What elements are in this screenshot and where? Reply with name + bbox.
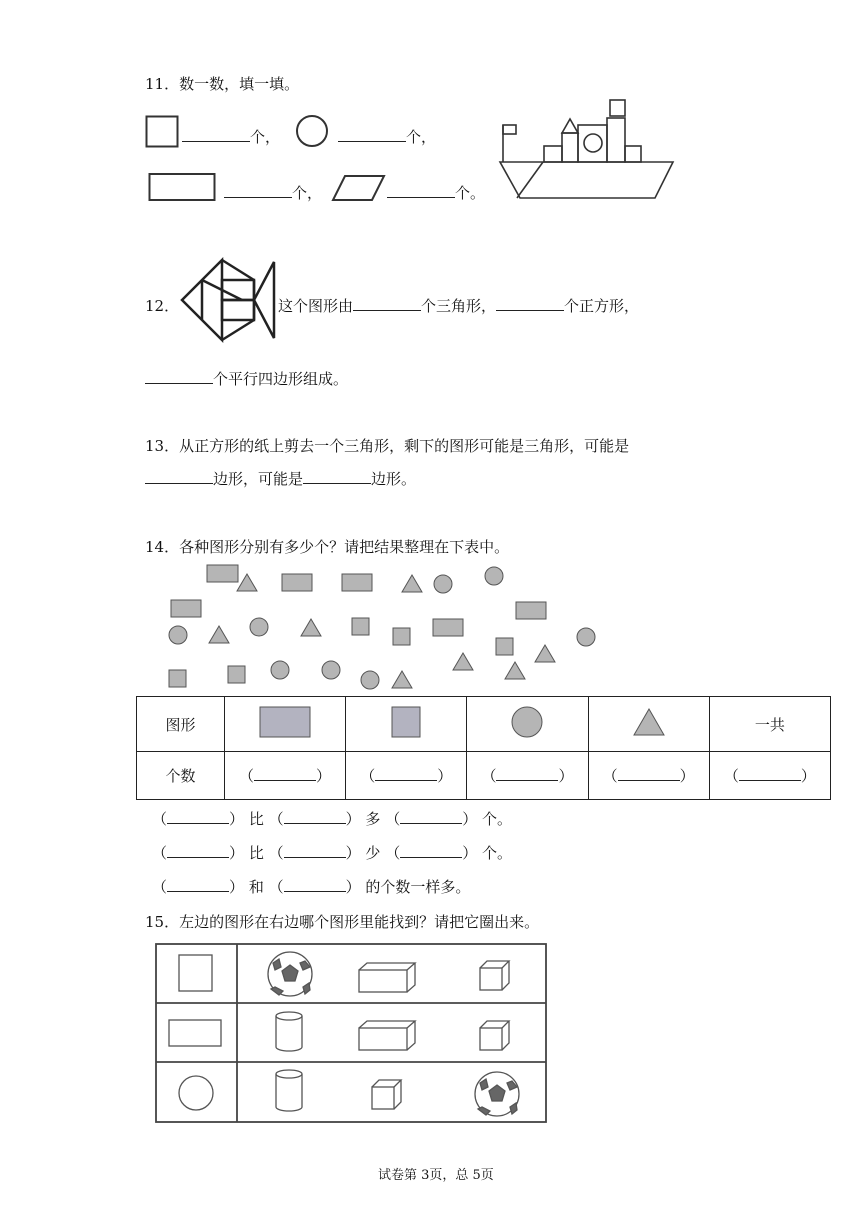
q12-line1[interactable]: 这个图形由 个三角形， 个正方形， (278, 297, 640, 315)
q11-blank-parallelogram[interactable]: 个。 (387, 182, 485, 203)
page-footer: 试卷第 3页，总 5页 (378, 1168, 494, 1183)
cube-icon (480, 961, 509, 990)
q11-blank-circle[interactable]: 个， (338, 126, 436, 147)
header-square-icon (346, 697, 467, 752)
q11-blank-rectangle[interactable]: 个， (224, 182, 322, 203)
count-blank-rectangle[interactable]: （ ） (224, 752, 345, 800)
row-label-shape: 图形 (137, 697, 225, 752)
count-blank-total[interactable]: （ ） (709, 752, 830, 800)
q12-number: 12． (145, 297, 180, 315)
compare-more-line[interactable]: （ ） 比 （ ） 多 （ ） 个。 (152, 810, 513, 828)
soccer-ball-icon (475, 1072, 519, 1116)
header-triangle-icon (588, 697, 709, 752)
header-rectangle-icon (224, 697, 345, 752)
compare-less-line[interactable]: （ ） 比 （ ） 少 （ ） 个。 (152, 844, 513, 862)
q15-title: 15．左边的图形在右边哪个图形里能找到？请把它圈出来。 (145, 913, 540, 931)
q11-blank-square[interactable]: 个， (182, 126, 280, 147)
rectangle-icon (169, 1020, 221, 1046)
cube-icon (480, 1021, 509, 1050)
circle-icon (179, 1076, 213, 1110)
row-label-count: 个数 (137, 752, 225, 800)
cylinder-icon (276, 1012, 302, 1051)
header-total: 一共 (709, 697, 830, 752)
q14-table (136, 696, 831, 800)
q15-grid (155, 943, 550, 1125)
count-blank-triangle[interactable]: （ ） (588, 752, 709, 800)
cuboid-icon (359, 963, 415, 992)
square-icon (179, 955, 212, 991)
header-circle-icon (467, 697, 588, 752)
compare-same-line[interactable]: （ ） 和 （ ） 的个数一样多。 (152, 878, 471, 896)
q11-title: 11．数一数，填一填。 (145, 75, 300, 93)
count-blank-circle[interactable]: （ ） (467, 752, 588, 800)
cuboid-icon (359, 1021, 415, 1050)
cylinder-icon (276, 1070, 302, 1111)
q13-line1: 13．从正方形的纸上剪去一个三角形，剩下的图形可能是三角形，可能是 (145, 437, 630, 455)
soccer-ball-icon (268, 952, 312, 996)
cube-icon (372, 1080, 401, 1109)
q14-title: 14．各种图形分别有多少个？请把结果整理在下表中。 (145, 538, 510, 556)
count-blank-square[interactable]: （ ） (346, 752, 467, 800)
q12-line2[interactable]: 个平行四边形组成。 (145, 368, 348, 389)
q13-line2[interactable]: 边形，可能是 边形。 (145, 468, 416, 489)
